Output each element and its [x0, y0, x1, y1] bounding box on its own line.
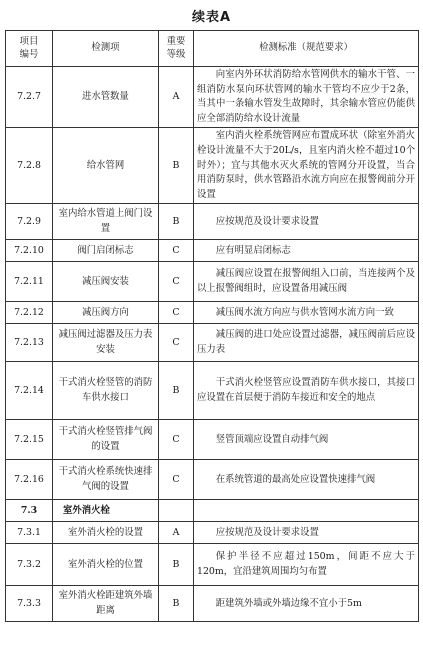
row-item: 干式消火栓竖管的消防车供水接口: [53, 362, 159, 420]
row-code: 7.2.15: [6, 420, 53, 460]
table-row: [6, 302, 419, 324]
row-code: 7.2.11: [6, 262, 53, 302]
row-item: 给水管网: [53, 128, 159, 204]
row-grade: C: [159, 460, 194, 500]
row-code: 7.2.13: [6, 324, 53, 362]
section-code: 7.3: [6, 500, 53, 522]
row-code: 7.2.16: [6, 460, 53, 500]
section-title: 室外消火栓: [53, 500, 159, 522]
row-item: 减压阀过滤器及压力表安装: [53, 324, 159, 362]
row-standard: 减压阀水流方向应与供水管网水流方向一致: [194, 302, 419, 324]
row-item: 室外消火栓距建筑外墙距离: [53, 586, 159, 622]
section-row: [6, 500, 419, 522]
row-standard: 室内消火栓系统管网应布置成环状（除室外消火栓设计流量不大于20L/s，且室内消火栓不超过10个时外）；宜与其他水灭火系统的管网分开设置，当合用消防泵时，供水管路沿水流方向应在报警阀前分开设置: [194, 128, 419, 204]
table-row: [6, 544, 419, 586]
row-code: 7.3.2: [6, 544, 53, 586]
header-item: 检测项: [53, 31, 159, 67]
row-grade: A: [159, 67, 194, 128]
row-code: 7.2.7: [6, 67, 53, 128]
row-standard: 减压阀的进口处应设置过滤器，减压阀前后应设压力表: [194, 324, 419, 362]
table-row: [6, 128, 419, 204]
table-header-row: [6, 31, 419, 67]
row-item: 干式消火栓系统快速排气阀的设置: [53, 460, 159, 500]
table-row: [6, 586, 419, 622]
row-item: 进水管数量: [53, 67, 159, 128]
row-grade: B: [159, 544, 194, 586]
table-row: [6, 67, 419, 128]
row-code: 7.2.10: [6, 240, 53, 262]
table-row: [6, 420, 419, 460]
row-item: 阀门启闭标志: [53, 240, 159, 262]
table-row: [6, 460, 419, 500]
row-standard: 减压阀应设置在报警阀组入口前，当连接两个及以上报警阀组时，应设置备用减压阀: [194, 262, 419, 302]
row-grade: C: [159, 324, 194, 362]
row-grade: B: [159, 362, 194, 420]
section-standard: [194, 500, 419, 522]
row-grade: A: [159, 522, 194, 544]
table-row: [6, 240, 419, 262]
page-title: 续表A: [191, 10, 232, 25]
row-code: 7.3.3: [6, 586, 53, 622]
table-row: [6, 522, 419, 544]
row-grade: B: [159, 128, 194, 204]
inspection-standard-table: [5, 30, 419, 622]
row-standard: 竖管顶端应设置自动排气阀: [194, 420, 419, 460]
row-standard: 应按规范及设计要求设置: [194, 204, 419, 240]
row-grade: C: [159, 240, 194, 262]
row-standard: 保护半径不应超过150m，间距不应大于120m，宜沿建筑周围均匀布置: [194, 544, 419, 586]
table-row: [6, 262, 419, 302]
row-standard: 干式消火栓竖管应设置消防车供水接口，其接口应设置在首层便于消防车接近和安全的地点: [194, 362, 419, 420]
section-grade: [159, 500, 194, 522]
row-standard: 距建筑外墙或外墙边缘不宜小于5m: [194, 586, 419, 622]
row-code: 7.2.9: [6, 204, 53, 240]
row-grade: C: [159, 302, 194, 324]
row-code: 7.2.14: [6, 362, 53, 420]
row-item: 减压阀方向: [53, 302, 159, 324]
header-grade: 重要 等级: [159, 31, 194, 67]
row-standard: 应按规范及设计要求设置: [194, 522, 419, 544]
row-standard: 向室内外环状消防给水管网供水的输水干管、一组消防水泵向环状管网的输水干管均不应少于2条，当其中一条输水管发生故障时，其余输水管应仍能供应全部消防给水设计流量: [194, 67, 419, 128]
row-item: 室外消火栓的位置: [53, 544, 159, 586]
table-row: [6, 204, 419, 240]
row-standard: 应有明显启闭标志: [194, 240, 419, 262]
table-row: [6, 362, 419, 420]
row-grade: B: [159, 204, 194, 240]
table-row: [6, 324, 419, 362]
row-grade: C: [159, 420, 194, 460]
row-item: 减压阀安装: [53, 262, 159, 302]
row-code: 7.3.1: [6, 522, 53, 544]
row-grade: B: [159, 586, 194, 622]
row-code: 7.2.12: [6, 302, 53, 324]
row-grade: C: [159, 262, 194, 302]
row-item: 室外消火栓的设置: [53, 522, 159, 544]
row-item: 干式消火栓竖管排气阀的设置: [53, 420, 159, 460]
row-item: 室内给水管道上阀门设置: [53, 204, 159, 240]
header-code: 项目 编号: [6, 31, 53, 67]
row-standard: 在系统管道的最高处应设置快速排气阀: [194, 460, 419, 500]
header-standard: 检测标准（规范要求）: [194, 31, 419, 67]
row-code: 7.2.8: [6, 128, 53, 204]
